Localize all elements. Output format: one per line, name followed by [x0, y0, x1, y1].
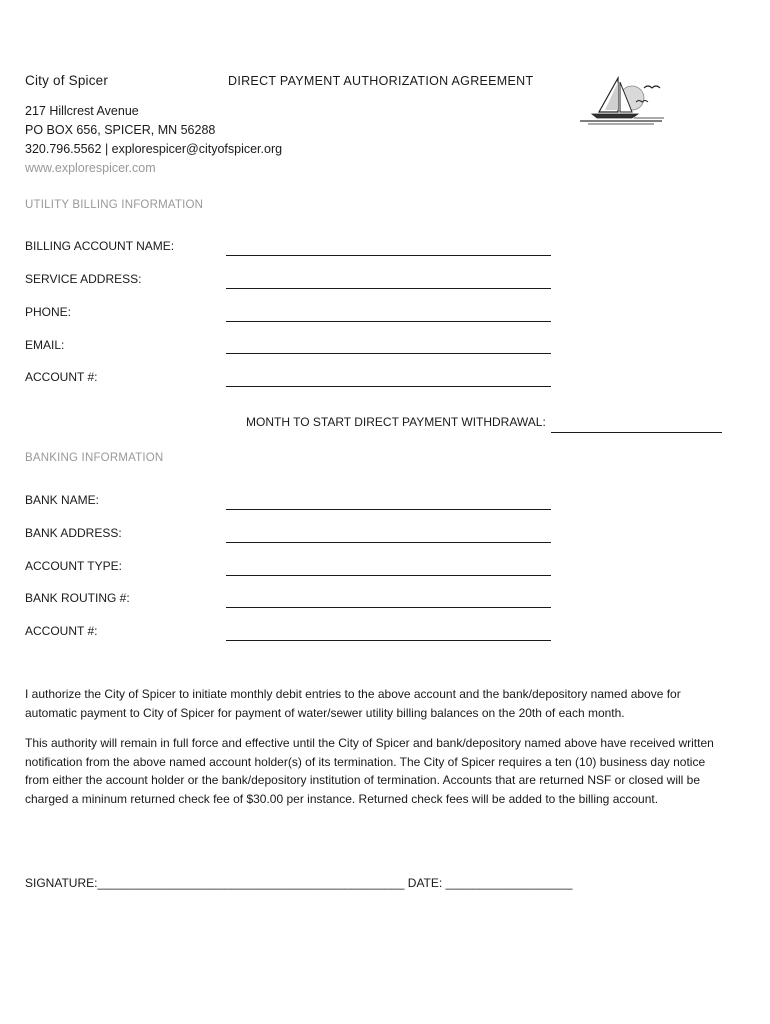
- bank-name-label: BANK NAME:: [25, 493, 100, 507]
- start-month-field[interactable]: [551, 432, 722, 433]
- city-name: City of Spicer: [25, 73, 109, 88]
- email-field[interactable]: [226, 353, 551, 354]
- bank-account-number-label: ACCOUNT #:: [25, 624, 98, 638]
- start-month-label: MONTH TO START DIRECT PAYMENT WITHDRAWAL:: [246, 415, 546, 429]
- phone-field[interactable]: [226, 321, 551, 322]
- service-address-field[interactable]: [226, 288, 551, 289]
- address-line-1: 217 Hillcrest Avenue: [25, 104, 139, 118]
- account-type-label: ACCOUNT TYPE:: [25, 559, 122, 573]
- authorization-paragraph: I authorize the City of Spicer to initiate monthly debit entries to the above account and the bank/depository named above for automatic payment to City of Spicer for payment of water/sewer utility billing balances on the 20th of each month.: [25, 687, 681, 720]
- service-address-label: SERVICE ADDRESS:: [25, 272, 142, 286]
- utility-account-number-field[interactable]: [226, 386, 551, 387]
- phone-label: PHONE:: [25, 305, 72, 319]
- address-line-2: PO BOX 656, SPICER, MN 56288: [25, 123, 216, 137]
- bank-address-label: BANK ADDRESS:: [25, 526, 122, 540]
- bank-account-number-field[interactable]: [226, 640, 551, 641]
- bank-routing-label: BANK ROUTING #:: [25, 591, 130, 605]
- bank-name-field[interactable]: [226, 509, 551, 510]
- billing-account-name-label: BILLING ACCOUNT NAME:: [25, 239, 175, 253]
- bank-address-field[interactable]: [226, 542, 551, 543]
- document-title: DIRECT PAYMENT AUTHORIZATION AGREEMENT: [228, 74, 534, 88]
- termination-paragraph: This authority will remain in full force and effective until the City of Spicer and bank/depository named above have received written notification from the above named account holder(s) of its termination. The City of Spicer requires a ten (10) business day notice from either the account holder or the bank/depository institution of termination. Accounts that are returned NSF or closed will be charged a mininum returned check fee of $30.00 per instance. Returned check fees will be added to the billing account.: [25, 736, 714, 807]
- banking-section-title: BANKING INFORMATION: [25, 452, 164, 464]
- account-type-field[interactable]: [226, 575, 551, 576]
- billing-account-name-field[interactable]: [226, 255, 551, 256]
- utility-account-number-label: ACCOUNT #:: [25, 370, 98, 384]
- sailboat-logo-icon: [574, 72, 668, 128]
- website-link[interactable]: www.explorespicer.com: [25, 161, 156, 175]
- signature-date-line[interactable]: SIGNATURE:______________________________________________ DATE: ___________________: [25, 876, 573, 890]
- email-label: EMAIL:: [25, 338, 65, 352]
- bank-routing-field[interactable]: [226, 607, 551, 608]
- utility-section-title: UTILITY BILLING INFORMATION: [25, 199, 204, 211]
- contact-line: 320.796.5562 | explorespicer@cityofspicer.org: [25, 142, 283, 156]
